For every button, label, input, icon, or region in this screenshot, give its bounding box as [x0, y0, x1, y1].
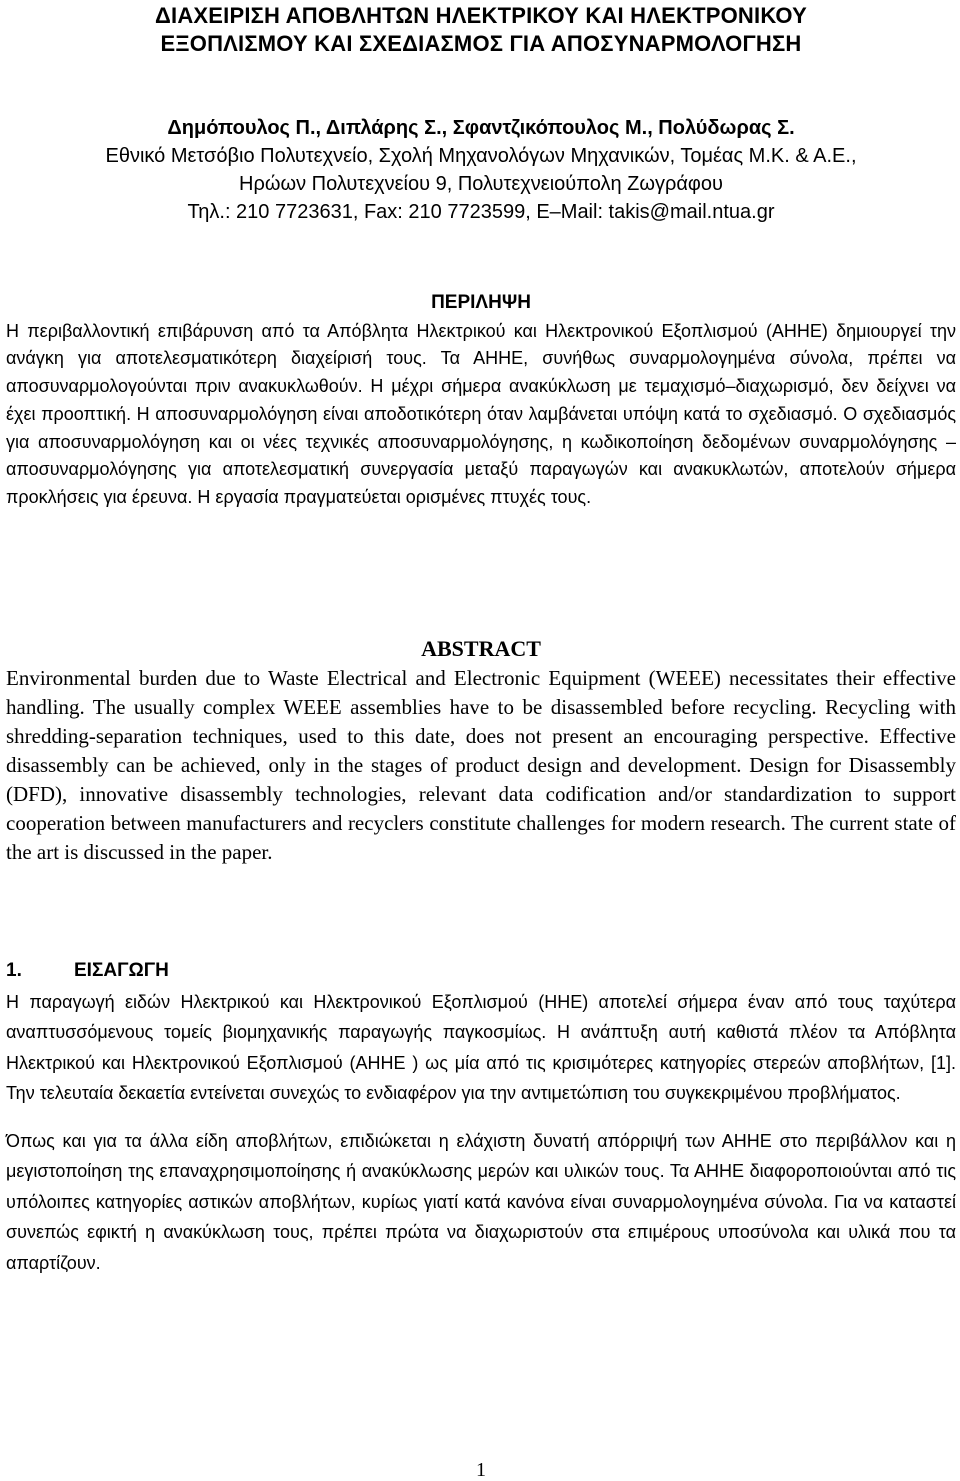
author-names: Δημόπουλος Π., Διπλάρης Σ., Σφαντζικόπουλος Μ., Πολύδωρας Σ. — [167, 117, 795, 139]
page-number: 1 — [476, 1459, 486, 1481]
title-line-1: ΔΙΑΧΕΙΡΙΣΗ ΑΠΟΒΛΗΤΩΝ ΗΛΕΚΤΡΙΚΟΥ ΚΑΙ ΗΛΕΚΤΡΟΝΙΚΟΥ — [155, 3, 807, 28]
author-block — [6, 114, 956, 226]
introduction-heading — [6, 956, 956, 987]
title-line-2: ΕΞΟΠΛΙΣΜΟΥ ΚΑΙ ΣΧΕΔΙΑΣΜΟΣ ΓΙΑ ΑΠΟΣΥΝΑΡΜΟΛΟΓΗΣΗ — [160, 31, 802, 56]
introduction-section — [6, 956, 956, 1278]
english-abstract-section — [6, 634, 956, 867]
introduction-paragraph-1: Η παραγωγή ειδών Ηλεκτρικού και Ηλεκτρονικού Εξοπλισμού (ΗΗΕ) αποτελεί σήμερα έναν από τους ταχύτερα αναπτυσσόμενους τομείς βιομηχανικής παραγωγής παγκοσμίως. Η ανάπτυξη αυτή καθιστά πλέον τα Απόβλητα Ηλεκτρικού και Ηλεκτρονικού Εξοπλισμού (ΑΗΗΕ ) ως μία από τις κρισιμότερες κατηγορίες στερεών αποβλήτων, [1]. Την τελευταία δεκαετία εντείνεται συνεχώς το ενδιαφέρον για την αντιμετώπιση του συγκεκριμένου προβλήματος. — [6, 991, 956, 1103]
greek-abstract-section — [6, 289, 956, 512]
greek-abstract-heading: ΠΕΡΙΛΗΨΗ — [431, 292, 531, 313]
introduction-paragraph-2: Όπως και για τα άλλα είδη αποβλήτων, επιδιώκεται η ελάχιστη δυνατή απόρριψή των ΑΗΗΕ στο περιβάλλον και η μεγιστοποίηση της επαναχρησιμοποίησης ή ανακύκλωσης μερών και υλικών τους. Τα ΑΗΗΕ διαφοροποιούνται από τις υπόλοιπες κατηγορίες αστικών αποβλήτων, κυρίως γιατί κατά κανόνα είναι συναρμολογημένα σύνολα. Για να καταστεί συνεπώς εφικτή η ανακύκλωση τους, πρέπει πρώτα να διαχωριστούν στα επιμέρους υποσύνολα και υλικά που τα απαρτίζουν. — [6, 1130, 956, 1273]
paper-title — [6, 2, 956, 58]
section-number: 1. — [6, 960, 22, 981]
author-affiliation: Εθνικό Μετσόβιο Πολυτεχνείο, Σχολή Μηχανολόγων Μηχανικών, Τομέας Μ.Κ. & Α.Ε., — [105, 145, 857, 167]
author-address: Ηρώων Πολυτεχνείου 9, Πολυτεχνειούπολη Ζωγράφου — [239, 173, 723, 195]
greek-abstract-text: Η περιβαλλοντική επιβάρυνση από τα Απόβλητα Ηλεκτρικού και Ηλεκτρονικού Εξοπλισμού (ΑΗΗΕ) δημιουργεί την ανάγκη για αποτελεσματικότερη διαχείρισή τους. Τα ΑΗΗΕ, συνήθως συναρμολογημένα σύνολα, πρέπει να αποσυναρμολογούνται πριν ανακυκλωθούν. Η μέχρι σήμερα ανακύκλωση με τεμαχισμό–διαχωρισμό, δεν δείχνει να έχει προοπτική. Η αποσυναρμολόγηση είναι αποδοτικότερη όταν λαμβάνεται υπόψη κατά το σχεδιασμό. Ο σχεδιασμός για αποσυναρμολόγηση και οι νέες τεχνικές αποσυναρμολόγησης, η κωδικοποίηση δεδομένων συναρμολόγησης – αποσυναρμολόγησης για αποτελεσματική συνεργασία μεταξύ παραγωγών και ανακυκλωτών, αποτελούν σήμερα προκλήσεις για έρευνα. Η εργασία πραγματεύεται ορισμένες πτυχές τους. — [6, 320, 956, 507]
section-title: ΕΙΣΑΓΩΓΗ — [74, 960, 169, 981]
english-abstract-heading: ABSTRACT — [421, 636, 541, 661]
author-contact: Τηλ.: 210 7723631, Fax: 210 7723599, E–Mail: takis@mail.ntua.gr — [187, 201, 775, 223]
english-abstract-text: Environmental burden due to Waste Electrical and Electronic Equipment (WEEE) necessitates their effective handling. The usually complex WEEE assemblies have to be disassembled before recycling. Recycling with shredding-separation techniques, used to this date, does not present an encouraging perspective. Effective disassembly can be achieved, only in the stages of product design and development. Design for Disassembly (DFD), innovative disassembly technologies, relevant data codification and/or standardization to support cooperation between manufacturers and recyclers constitute challenges for modern research. The current state of the art is discussed in the paper. — [6, 666, 956, 864]
document-page — [6, 0, 956, 1480]
